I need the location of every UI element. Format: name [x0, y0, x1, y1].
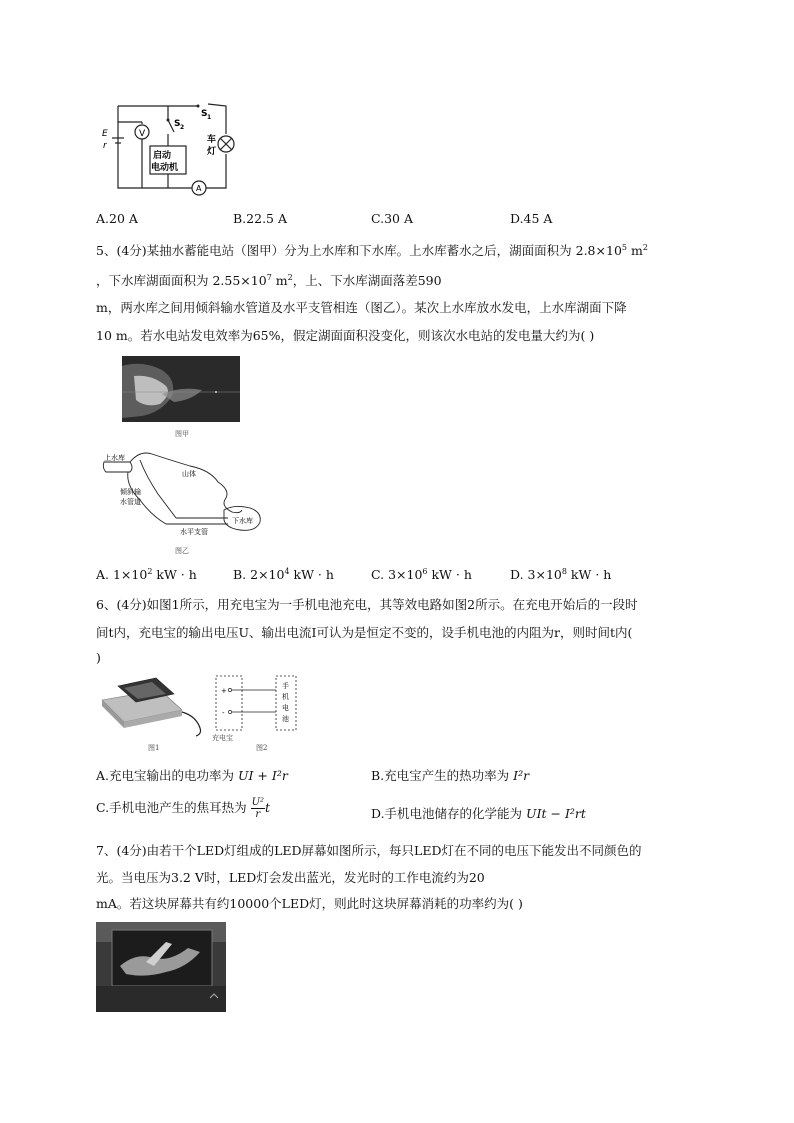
minus-terminal: - — [222, 709, 225, 717]
lamp-label-1: 车 — [207, 135, 217, 145]
q6-equivalent-circuit — [212, 672, 302, 734]
lamp-label-2: 灯 — [207, 147, 217, 157]
q4-option-a[interactable]: A.20 A — [96, 211, 138, 226]
pipe-label-1: 倾斜输 — [120, 488, 141, 496]
q4-option-c[interactable]: C.30 A — [371, 211, 413, 226]
q6-fig1-caption: 图1 — [148, 744, 160, 752]
motor-label-2: 电动机 — [151, 163, 179, 173]
battery-emf-label: E — [102, 129, 108, 139]
q5-text-line4: 10 m。若水电站发电效率为65%，假定湖面面积没变化，则该次水电站的发电量大约为( ) — [96, 328, 595, 343]
q7-text-line2: 光。当电压为3.2 V时，LED灯会发出蓝光，发光时的工作电流约为20 — [96, 870, 485, 885]
q7-text-line1: 7、(4分)由若干个LED灯组成的LED屏幕如图所示，每只LED灯在不同的电压下能发出不同颜色的 — [96, 843, 642, 858]
q6-option-c[interactable]: C.手机电池产生的焦耳热为 $\frac{\text{U²}}{r}$ t — [96, 797, 271, 820]
q6-fig2-caption: 图2 — [256, 744, 268, 752]
q5-text-line2: ，下水库湖面面积为 $2.55\times 10^7$ $m^2$，上、下水库湖面落差590 — [96, 273, 442, 289]
q5-fig2-caption: 图乙 — [175, 547, 189, 555]
q6-option-a[interactable]: A.充电宝输出的电功率为 UI + I²r — [96, 768, 288, 783]
horizontal-pipe-label: 水平支管 — [180, 528, 208, 536]
switch1-sub: 1 — [207, 114, 212, 121]
phone-char-1: 手 — [282, 682, 289, 690]
phone-char-3: 电 — [282, 704, 289, 712]
battery-r-label: r — [103, 141, 107, 151]
phone-char-4: 池 — [282, 715, 289, 723]
switch2-sub: 2 — [180, 124, 185, 131]
q5-text-line1: 5、(4分)某抽水蓄能电站（图甲）分为上水库和下水库。上水库蓄水之后，湖面面积为 $2.8\times 10^5$ $m^2$ — [96, 243, 648, 259]
q6-fig2-powerbank-label: 充电宝 — [212, 734, 233, 742]
q6-text-line1: 6、(4分)如图1所示，用充电宝为一手机电池充电，其等效电路如图2所示。在充电开始后的一段时 — [96, 597, 638, 612]
q4-option-b[interactable]: B.22.5 A — [233, 211, 287, 226]
switch2-label: S — [174, 119, 181, 129]
switch1-label: S — [201, 109, 208, 119]
q5-reservoir-photo — [122, 356, 240, 422]
q6-text-line2: 间t内，充电宝的输出电压U、输出电流I可认为是恒定不变的，设手机电池的内阻为r，则时间t内( — [96, 625, 633, 640]
motor-label-1: 启动 — [153, 151, 172, 161]
ammeter-label: A — [196, 184, 202, 193]
pipe-label-2: 水管道 — [120, 498, 141, 506]
phone-char-2: 机 — [282, 693, 289, 701]
q6-powerbank-photo — [96, 676, 208, 740]
fraction: $\frac{\text{U²}}{r}$ — [251, 797, 265, 820]
plus-terminal: + — [221, 687, 227, 695]
q6-option-b[interactable]: B.充电宝产生的热功率为 I²r — [371, 768, 530, 783]
q6-text-line3: ) — [96, 650, 101, 665]
q5-option-d[interactable]: D. $3\times 10^8$ kW · h — [510, 567, 612, 583]
q6-option-d[interactable]: D.手机电池储存的化学能为 UIt − I²rt — [371, 806, 586, 821]
q5-fig1-caption: 图甲 — [175, 430, 189, 438]
q5-option-a[interactable]: A. $1\times 10^2$ kW · h — [96, 567, 197, 583]
q5-text-line3: m，两水库之间用倾斜输水管道及水平支管相连（图乙）。某次上水库放水发电，上水库湖面下降 — [96, 300, 627, 315]
voltmeter-label: V — [139, 129, 146, 139]
q5-option-b[interactable]: B. $2\times 10^4$ kW · h — [233, 567, 334, 583]
q5-option-c[interactable]: C. $3\times 10^6$ kW · h — [371, 567, 472, 583]
q4-option-d[interactable]: D.45 A — [510, 211, 553, 226]
mountain-label: 山体 — [182, 470, 196, 478]
lower-reservoir-label: 下水库 — [232, 517, 253, 525]
q7-led-screen-photo — [96, 922, 226, 1012]
q5-reservoir-diagram — [100, 446, 270, 548]
upper-reservoir-label: 上水库 — [104, 454, 125, 462]
q4-circuit-diagram — [98, 98, 248, 198]
q7-text-line3: mA。若这块屏幕共有约10000个LED灯，则此时这块屏幕消耗的功率约为( ) — [96, 896, 523, 911]
